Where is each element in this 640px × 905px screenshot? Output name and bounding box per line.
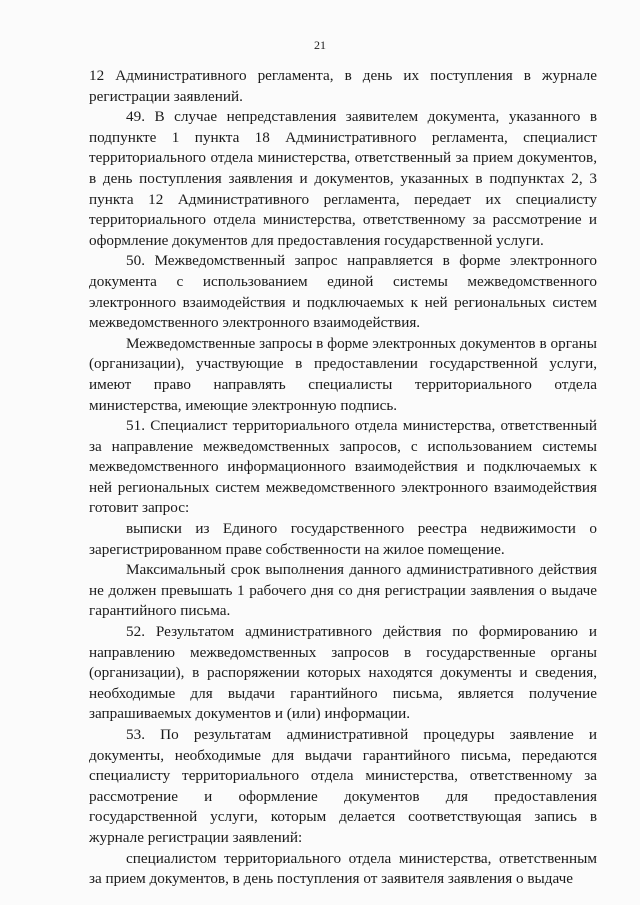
paragraph-52: 52. Результатом административного действия по формированию и направлению межведомственных запросов в государственные органы (организации), в распоряжении которых находятся документы и сведения, необходимые для выдачи гарантийного письма, является получение запрашиваемых документов и (или) информации. [89, 623, 597, 723]
paragraph-49: 49. В случае непредставления заявителем документа, указанного в подпункте 1 пункта 18 Административного регламента, специалист территориального отдела министерства, ответственный за прием документов, в день поступления заявления и документов, указанных в подпунктах 2, 3 пункта 12 Административного регламента, передает их специалисту территориального отдела министерства, ответственному за рассмотрение и оформление документов для предоставления государственной услуги. [89, 108, 597, 249]
paragraph-50: 50. Межведомственный запрос направляется в форме электронного документа с использованием единой системы межведомственного электронного взаимодействия и подключаемых к ней региональных систем межведомственного электронного взаимодействия. [89, 252, 597, 332]
paragraph-51-extract: выписки из Единого государственного реестра недвижимости о зарегистрированном праве собственности на жилое помещение. [89, 520, 597, 558]
paragraph-51-deadline: Максимальный срок выполнения данного административного действия не должен превышать 1 рабочего дня со дня регистрации заявления о выдаче гарантийного письма. [89, 561, 597, 620]
paragraph-continuation: 12 Административного регламента, в день их поступления в журнале регистрации заявлений. [89, 67, 597, 105]
paragraph-53: 53. По результатам административной процедуры заявление и документы, необходимые для выдачи гарантийного письма, передаются специалисту территориального отдела министерства, ответственному за рассмотрение и оформление документов для предоставления государственной услуги, которым делается соответствующая запись в журнале регистрации заявлений: [89, 726, 597, 846]
page-number: 21 [314, 38, 326, 52]
paragraph-50-requests: Межведомственные запросы в форме электронных документов в органы (организации), участвующие в предоставлении государственной услуги, имеют право направлять специалисты территориального отдела министерства, имеющие электронную подпись. [89, 334, 597, 414]
document-body [89, 66, 597, 890]
paragraph-51: 51. Специалист территориального отдела министерства, ответственный за направление межведомственных запросов, с использованием системы межведомственного информационного взаимодействия и подключаемых к ней региональных систем межведомственного электронного взаимодействия готовит запрос: [89, 417, 597, 517]
paragraph-53-specialist: специалистом территориального отдела министерства, ответственным за прием документов, в день поступления от заявителя заявления о выдаче [89, 849, 597, 888]
